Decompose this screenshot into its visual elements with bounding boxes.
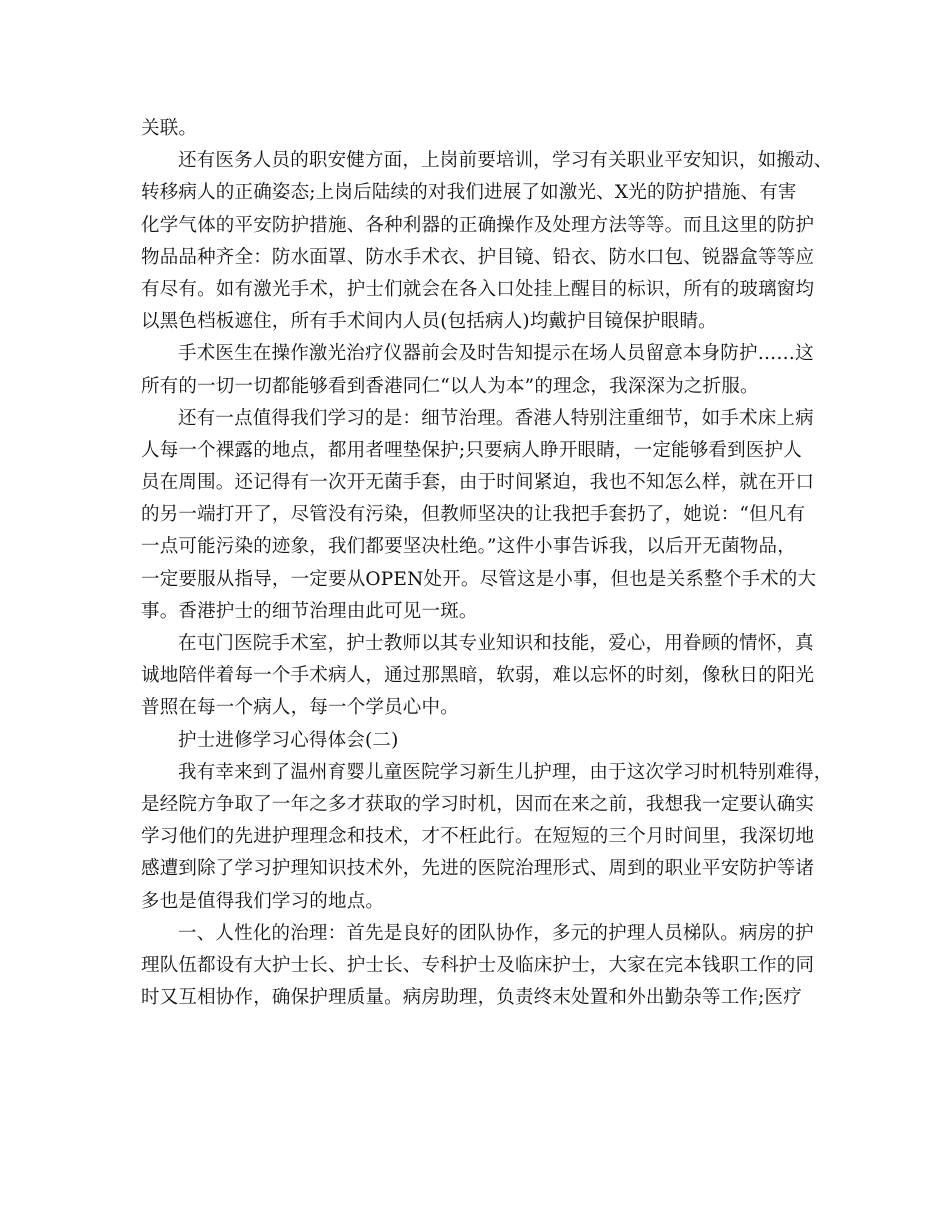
text-line: 化学气体的平安防护措施、各种利器的正确操作及处理方法等等。而且这里的防护 <box>141 214 815 236</box>
text-line: 护士进修学习心得体会(二) <box>178 729 399 751</box>
text-line: 有尽有。如有激光手术，护士们就会在各入口处挂上醒目的标识，所有的玻璃窗均 <box>141 278 815 300</box>
text-line: 物品品种齐全：防水面罩、防水手术衣、护目镜、铅衣、防水口包、锐器盒等等应 <box>141 246 815 268</box>
text-line: 我有幸来到了温州育婴儿童医院学习新生儿护理，由于这次学习时机特别难得， <box>178 761 833 783</box>
text-line: 一点可能污染的迹象，我们都要坚决杜绝。”这件小事告诉我，以后开无菌物品， <box>141 536 796 558</box>
text-line: 一定要服从指导，一定要从OPEN处开。尽管这是小事，但也是关系整个手术的大 <box>141 568 817 590</box>
text-line: 所有的一切一切都能够看到香港同仁“以人为本”的理念，我深深为之折服。 <box>141 375 759 397</box>
text-line: 的另一端打开了，尽管没有污染，但教师坚决的让我把手套扔了，她说：“但凡有 <box>141 504 806 526</box>
document-body <box>141 113 841 1014</box>
text-line: 诚地陪伴着每一个手术病人，通过那黑暗，软弱，难以忘怀的时刻，像秋日的阳光 <box>141 665 815 687</box>
text-line: 转移病人的正确姿态;上岗后陆续的对我们进展了如激光、X光的防护措施、有害 <box>141 182 797 204</box>
text-line: 理队伍都设有大护士长、护士长、专科护士及临床护士，大家在完本钱职工作的同 <box>141 954 815 976</box>
text-line: 感遭到除了学习护理知识技术外，先进的医院治理形式、周到的职业平安防护等诸 <box>141 858 815 880</box>
text-line: 在屯门医院手术室，护士教师以其专业知识和技能，爱心，用眷顾的情怀，真 <box>178 633 814 654</box>
text-line: 多也是值得我们学习的地点。 <box>141 890 385 912</box>
text-line: 事。香港护士的细节治理由此可见一斑。 <box>141 600 478 622</box>
text-line: 关联。 <box>141 118 198 139</box>
text-line: 还有一点值得我们学习的是：细节治理。香港人特别注重细节，如手术床上病 <box>178 407 814 429</box>
text-line: 员在周围。还记得有一次开无菌手套，由于时间紧迫，我也不知怎么样，就在开口 <box>141 472 815 494</box>
text-line: 人每一个裸露的地点，都用者哩垫保护;只要病人睁开眼睛，一定能够看到医护人 <box>141 439 802 461</box>
text-line: 学习他们的先进护理理念和技术，才不枉此行。在短短的三个月时间里，我深切地 <box>141 826 815 848</box>
text-line: 是经院方争取了一年之多才获取的学习时机，因而在来之前，我想我一定要认确实 <box>141 793 815 815</box>
text-line: 普照在每一个病人，每一个学员心中。 <box>141 697 459 719</box>
text-line: 以黑色档板遮住，所有手术间内人员(包括病人)均戴护目镜保护眼睛。 <box>141 311 717 333</box>
text-line: 还有医务人员的职安健方面，上岗前要培训，学习有关职业平安知识，如搬动、 <box>178 150 833 172</box>
text-line: 手术医生在操作激光治疗仪器前会及时告知提示在场人员留意本身防护……这 <box>178 343 814 365</box>
text-line: 时又互相协作，确保护理质量。病房助理，负责终末处置和外出勤杂等工作;医疗 <box>141 987 802 1009</box>
text-line: 一、人性化的治理：首先是良好的团队协作，多元的护理人员梯队。病房的护 <box>178 922 814 944</box>
